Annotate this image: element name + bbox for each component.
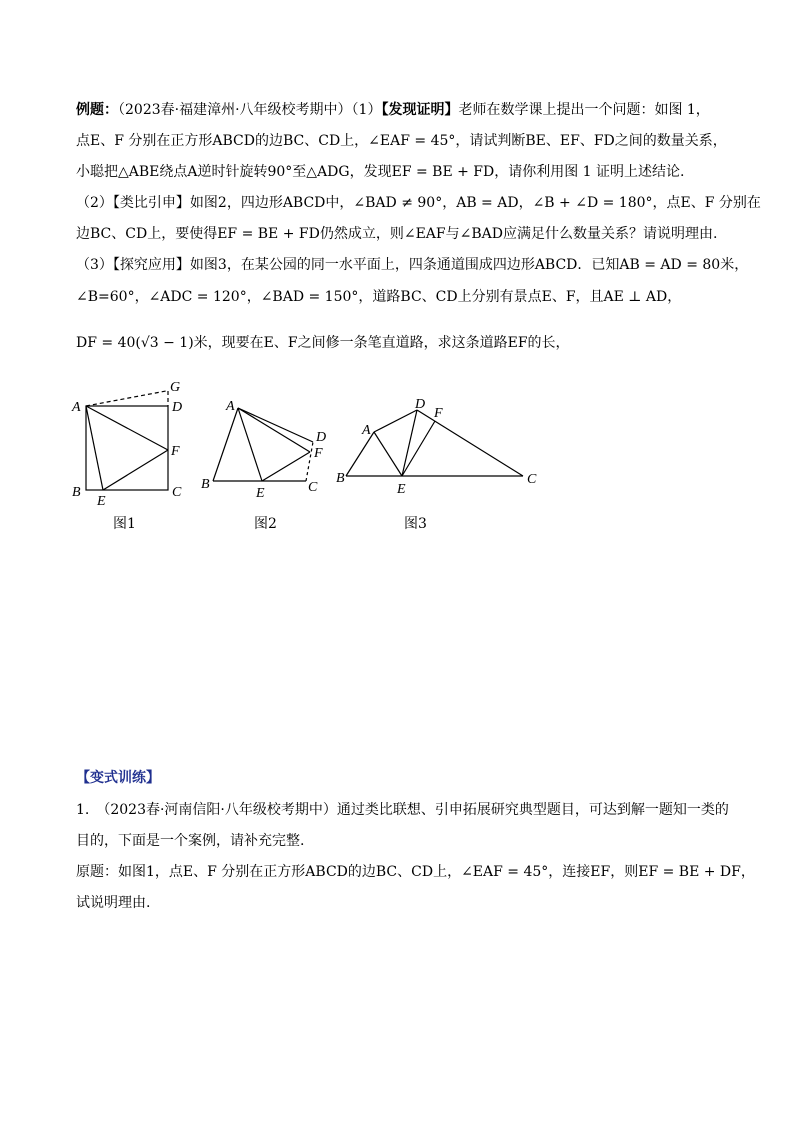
- example-line-1: [76, 100, 710, 120]
- fig3-line-EF: [402, 421, 435, 476]
- fig2-label: B: [201, 477, 210, 492]
- example-line-5: 边BC、CD上，要使得EF = BE + FD仍然成立，则∠EAF与∠BAD应满足什么数量关系？请说明理由.: [76, 226, 718, 242]
- fig3-line-AE: [374, 432, 402, 476]
- fig1-square: [86, 406, 168, 490]
- part1-number: （1）: [351, 102, 382, 118]
- fig3-line-AD: [374, 410, 417, 432]
- fig3-line-ED: [402, 410, 417, 476]
- fig1-label: G: [170, 380, 181, 395]
- variant-q1-line-1: 1. （2023春·河南信阳·八年级校考期中）通过类比联想、引申拓展研究典型题目，可达到解一题知一类的: [76, 802, 729, 818]
- fig3-label: C: [527, 472, 537, 487]
- variant-q1-line-2: 目的，下面是一个案例，请补充完整.: [76, 833, 305, 849]
- fig3-label: B: [336, 471, 345, 486]
- fig3-label: E: [397, 482, 406, 497]
- example-line-6: （3）【探究应用】如图3，在某公园的同一水平面上，四条通道围成四边形ABCD．已知AB = AD = 80米，: [76, 257, 749, 273]
- fig2-label: F: [314, 446, 323, 461]
- fig2-line-EF: [262, 452, 310, 481]
- fig1-label: B: [72, 485, 81, 500]
- fig2-line-AB: [213, 408, 238, 481]
- figure-2: [213, 408, 313, 481]
- fig1-line-AE: [86, 406, 103, 490]
- figure-2-caption: 图2: [254, 516, 277, 532]
- fig3-line-CD: [417, 410, 523, 476]
- figure-3-labels: [336, 397, 537, 497]
- geometry-figures: [0, 375, 800, 525]
- fig2-label: E: [256, 486, 265, 501]
- figure-1-caption: 图1: [113, 516, 136, 532]
- fig2-label: A: [226, 399, 235, 414]
- fig2-line-AE: [238, 408, 262, 481]
- example-line-8: DF = 40(√3 − 1)米，现要在E、F之间修一条笔直道路，求这条道路EF的长，: [76, 335, 570, 351]
- fig2-label: D: [316, 430, 327, 445]
- example-label: 例题：: [76, 102, 118, 118]
- figure-3-caption: 图3: [404, 516, 427, 532]
- variant-q1-line-4: 试说明理由.: [76, 895, 151, 911]
- example-line-7: ∠B=60°，∠ADC = 120°，∠BAD = 150°，道路BC、CD上分别有景点E、F，且AE ⊥ AD，: [76, 289, 682, 305]
- fig3-label: D: [415, 397, 426, 412]
- fig3-label: A: [362, 423, 371, 438]
- fig1-label: D: [172, 400, 183, 415]
- example-line-1-tail: 老师在数学课上提出一个问题：如图 1，: [458, 102, 710, 118]
- example-line-3: 小聪把△ABE绕点A逆时针旋转90°至△ADG，发现EF = BE + FD，请你利用图 1 证明上述结论.: [76, 164, 685, 180]
- fig1-label: C: [172, 485, 182, 500]
- fig3-line-AB: [346, 432, 374, 476]
- example-line-4: （2）【类比引申】如图2，四边形ABCD中，∠BAD ≠ 90°，AB = AD，∠B + ∠D = 180°，点E、F 分别在: [76, 195, 761, 211]
- fig2-label: C: [308, 480, 318, 495]
- fig1-line-AF: [86, 406, 168, 450]
- example-line-2: 点E、F 分别在正方形ABCD的边BC、CD上，∠EAF = 45°，请试判断BE、EF、FD之间的数量关系，: [76, 133, 727, 149]
- fig2-line-CD: [306, 442, 313, 481]
- variant-heading: 【变式训练】: [76, 770, 160, 786]
- fig3-label: F: [434, 406, 443, 421]
- figure-1: [86, 391, 168, 490]
- fig1-label: F: [171, 444, 180, 459]
- part1-tag: 【发现证明】: [381, 102, 459, 118]
- variant-q1-line-3: 原题：如图1，点E、F 分别在正方形ABCD的边BC、CD上，∠EAF = 45°，连接EF，则EF = BE + DF，: [76, 864, 755, 880]
- fig2-line-AF: [238, 408, 310, 452]
- fig1-label: E: [97, 494, 106, 509]
- fig1-line-AG: [86, 391, 166, 406]
- fig1-line-EF: [103, 450, 168, 490]
- fig1-label: A: [72, 400, 81, 415]
- example-source: （2023春·福建漳州·八年级校考期中）: [118, 102, 352, 118]
- fig2-line-AD: [238, 408, 313, 442]
